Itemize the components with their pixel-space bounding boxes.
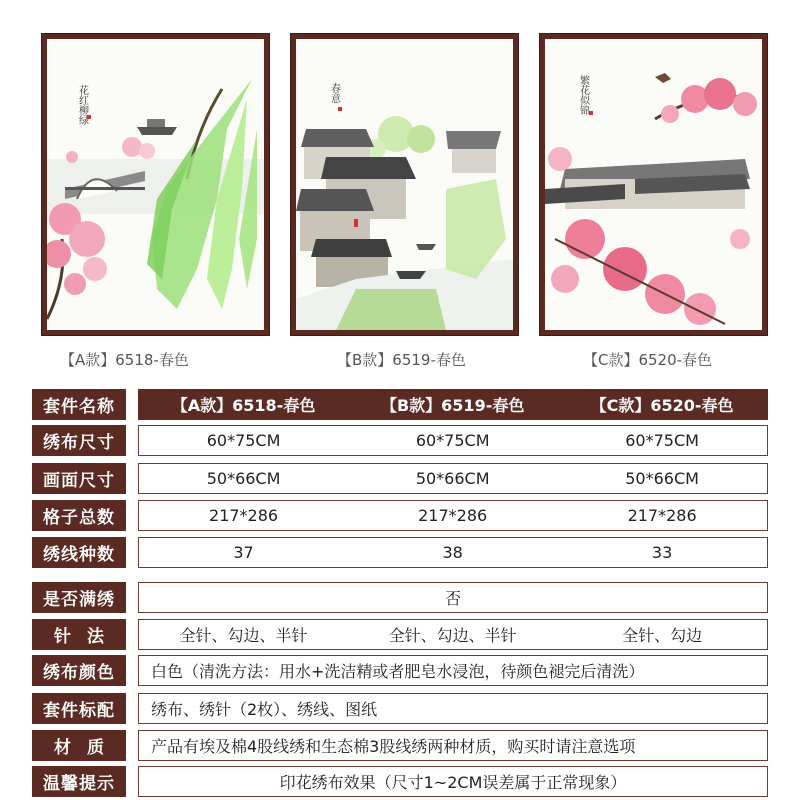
artwork-a bbox=[47, 39, 264, 330]
row-full-embroidery bbox=[32, 582, 768, 613]
caption-b: 【B款】6519-春色 bbox=[337, 351, 466, 369]
cloth-color-value: 白色（清洗方法：用水+洗洁精或者肥皂水浸泡，待颜色褪完后清洗） bbox=[151, 662, 645, 681]
row-thread-types bbox=[32, 537, 768, 568]
kit-contents-value: 绣布、绣针（2枚）、绣线、图纸 bbox=[151, 700, 378, 719]
cloth-size-a: 60*75CM bbox=[206, 431, 281, 450]
label-image-size: 画面尺寸 bbox=[32, 463, 126, 494]
grid-total-a: 217*286 bbox=[209, 506, 279, 525]
image-size-a: 50*66CM bbox=[206, 469, 281, 488]
artwork-b bbox=[296, 39, 513, 330]
kit-name-c: 【C款】6520-春色 bbox=[590, 396, 734, 415]
label-tip: 温馨提示 bbox=[32, 766, 126, 797]
inscription-b: 春意 bbox=[328, 83, 340, 103]
grid-total-c: 217*286 bbox=[627, 506, 697, 525]
inscription-c: 繁花似锦 bbox=[577, 75, 589, 115]
willow-bridge-painting bbox=[47, 39, 264, 330]
inscription-a: 花红柳绿 bbox=[76, 85, 88, 125]
kit-name-cells bbox=[138, 389, 768, 420]
row-tip bbox=[32, 766, 768, 797]
tip-cells bbox=[138, 766, 768, 797]
label-stitch bbox=[32, 619, 126, 650]
cloth-size-b: 60*75CM bbox=[415, 431, 490, 450]
stitch-c: 全针、勾边 bbox=[622, 626, 703, 645]
cloth-size-c: 60*75CM bbox=[625, 431, 699, 450]
label-stitch-b: 法 bbox=[87, 627, 104, 647]
label-material-b: 质 bbox=[87, 738, 104, 758]
thread-types-cells bbox=[138, 537, 768, 568]
row-kit-name bbox=[32, 389, 768, 420]
product-gallery bbox=[0, 0, 800, 369]
label-material-a: 材 bbox=[54, 738, 71, 758]
label-cloth-size: 绣布尺寸 bbox=[32, 425, 126, 456]
plum-blossom-village-painting bbox=[545, 39, 762, 330]
tip-value: 印花绣布效果（尺寸1~2CM误差属于正常现象） bbox=[279, 773, 627, 792]
thread-types-b: 38 bbox=[442, 543, 463, 562]
thread-types-c: 33 bbox=[651, 543, 673, 562]
row-image-size bbox=[32, 463, 768, 494]
full-embroidery-cells bbox=[138, 582, 768, 613]
kit-name-b: 【B款】6519-春色 bbox=[380, 396, 525, 415]
label-thread-types: 绣线种数 bbox=[32, 537, 126, 568]
frame-b[interactable] bbox=[290, 33, 519, 336]
kit-contents-cells bbox=[138, 693, 768, 724]
material-cells bbox=[138, 730, 768, 761]
artwork-c bbox=[545, 39, 762, 330]
frame-c[interactable] bbox=[539, 33, 768, 336]
label-grid-total: 格子总数 bbox=[32, 500, 126, 531]
cloth-size-cells bbox=[138, 425, 768, 456]
caption-a: 【A款】6518-春色 bbox=[60, 351, 189, 369]
stitch-b: 全针、勾边、半针 bbox=[388, 626, 517, 645]
row-cloth-size bbox=[32, 425, 768, 456]
grid-total-b: 217*286 bbox=[418, 506, 488, 525]
frame-a[interactable] bbox=[41, 33, 270, 336]
label-stitch-a: 针 bbox=[54, 627, 71, 647]
label-material bbox=[32, 730, 126, 761]
image-size-c: 50*66CM bbox=[625, 469, 699, 488]
material-value: 产品有埃及棉4股线绣和生态棉3股线绣两种材质，购买时请注意选项 bbox=[151, 737, 636, 756]
label-full-embroidery: 是否满绣 bbox=[32, 582, 126, 613]
label-kit-contents: 套件标配 bbox=[32, 693, 126, 724]
stitch-a: 全针、勾边、半针 bbox=[179, 626, 308, 645]
grid-total-cells bbox=[138, 500, 768, 531]
water-town-painting bbox=[296, 39, 513, 330]
row-cloth-color bbox=[32, 655, 768, 686]
stitch-cells bbox=[138, 619, 768, 650]
row-grid-total bbox=[32, 500, 768, 531]
thread-types-a: 37 bbox=[233, 543, 254, 562]
row-kit-contents bbox=[32, 693, 768, 724]
kit-name-a: 【A款】6518-春色 bbox=[171, 396, 316, 415]
label-kit-name: 套件名称 bbox=[32, 389, 126, 420]
row-stitch bbox=[32, 619, 768, 650]
row-material bbox=[32, 730, 768, 761]
full-embroidery-value: 否 bbox=[444, 589, 461, 608]
label-cloth-color: 绣布颜色 bbox=[32, 655, 126, 686]
caption-c: 【C款】6520-春色 bbox=[583, 351, 713, 369]
image-size-b: 50*66CM bbox=[415, 469, 490, 488]
image-size-cells bbox=[138, 463, 768, 494]
cloth-color-cells bbox=[138, 655, 768, 686]
